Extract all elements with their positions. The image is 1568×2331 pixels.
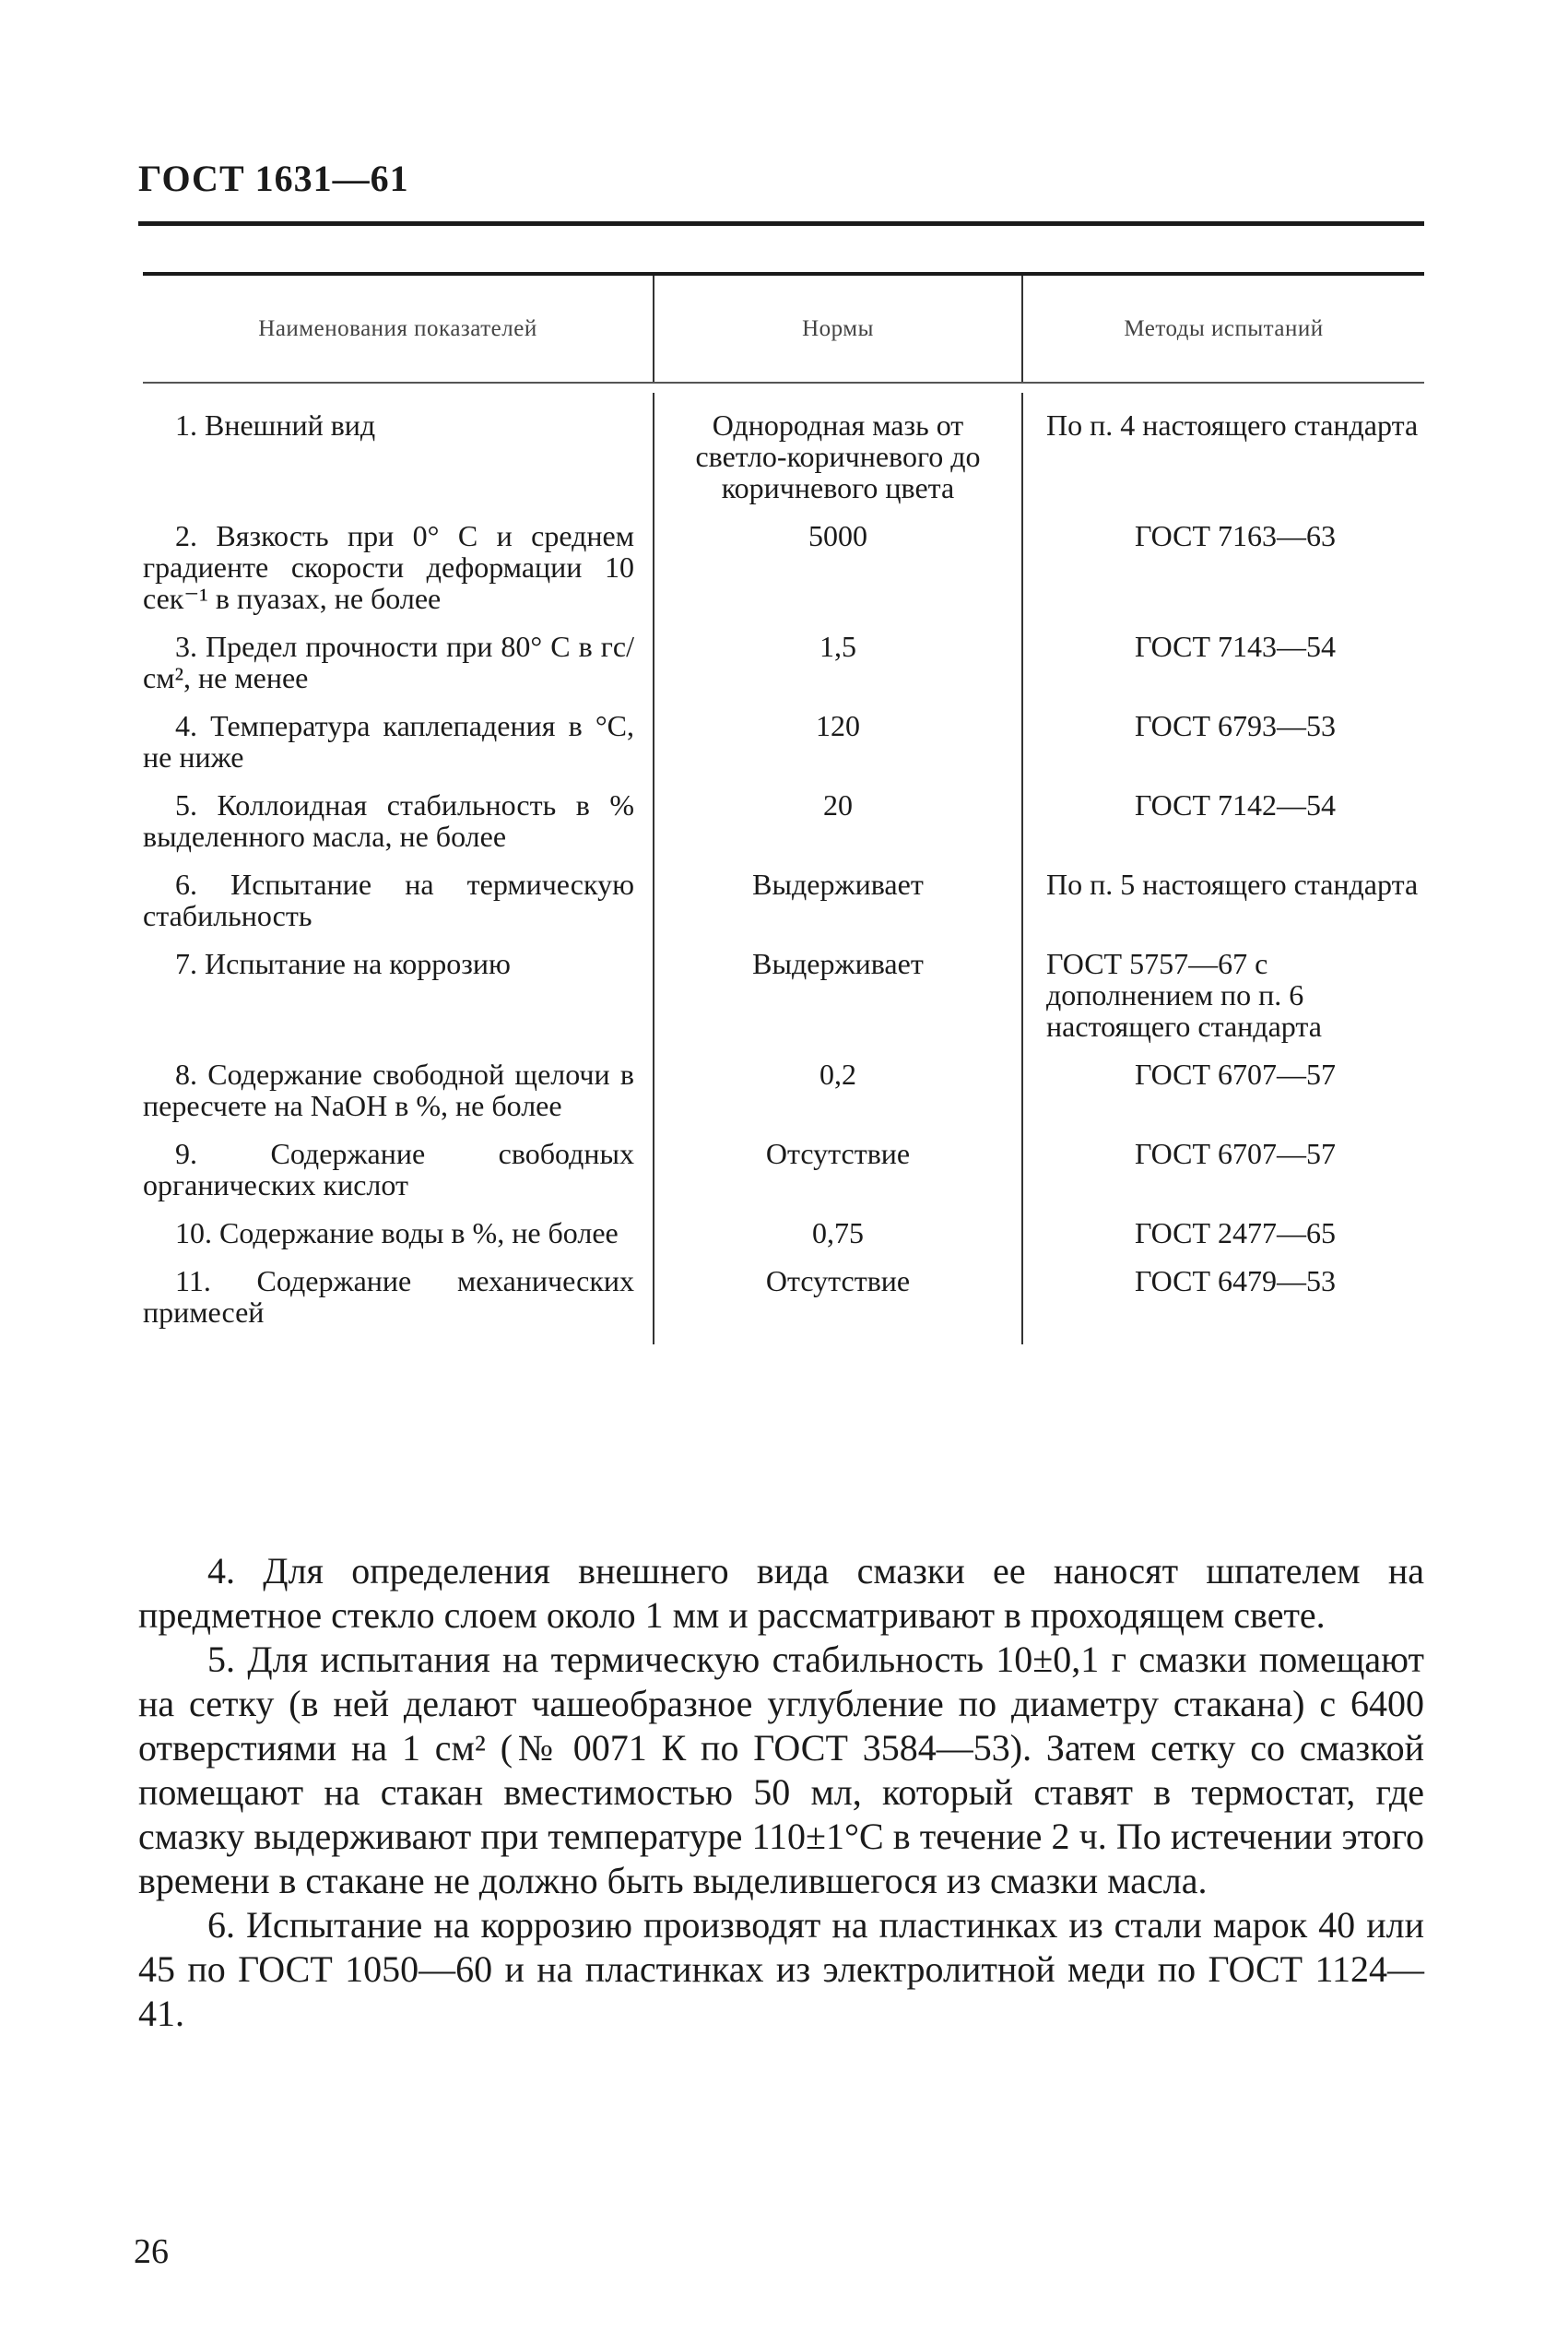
cell-name	[143, 1265, 654, 1344]
table-row	[143, 1138, 1424, 1217]
cell-name	[143, 520, 654, 631]
cell-name	[143, 710, 654, 789]
cell-method: ГОСТ 5757—67 с дополнением по п. 6 настоящего стандарта	[1046, 947, 1322, 1043]
cell-name	[143, 1059, 654, 1138]
cell-norm: Выдерживает	[654, 869, 1023, 948]
cell-norm: 5000	[654, 520, 1023, 631]
table-row	[143, 789, 1424, 869]
cell-name-text: 8. Содержание свободной щелочи в пересчете на NaOH в %, не более	[143, 1058, 634, 1122]
table-row	[143, 631, 1424, 710]
cell-name-text: 7. Испытание на коррозию	[175, 947, 511, 980]
cell-norm: 120	[654, 710, 1023, 789]
table-row	[143, 710, 1424, 789]
cell-method: ГОСТ 2477—65	[1134, 1216, 1337, 1249]
cell-name	[143, 1138, 654, 1217]
table-row	[143, 1217, 1424, 1265]
table-row	[143, 1265, 1424, 1344]
cell-name-text: 5. Коллоидная стабильность в % выделенного масла, не более	[143, 788, 634, 853]
specs-table	[143, 272, 1424, 1344]
paragraph-4: 4. Для определения внешнего вида смазки ее наносят шпателем на предметное стекло слоем около 1 мм и рассматривают в проходящем свете.	[138, 1550, 1424, 1636]
cell-name	[143, 789, 654, 869]
col-header-method: Методы испытаний	[1124, 315, 1324, 341]
cell-method: ГОСТ 7143—54	[1134, 630, 1337, 663]
cell-norm: Выдерживает	[654, 948, 1023, 1059]
cell-method: ГОСТ 6707—57	[1134, 1137, 1337, 1170]
table-row	[143, 393, 1424, 520]
table-row	[143, 869, 1424, 948]
cell-name-text: 4. Температура каплепадения в °С, не ниже	[143, 709, 634, 774]
header-rule	[138, 221, 1424, 226]
cell-norm: Отсутствие	[654, 1265, 1023, 1344]
cell-name	[143, 393, 654, 520]
page-number: 26	[134, 2232, 169, 2271]
table-row	[143, 1059, 1424, 1138]
cell-norm: Однородная мазь от светло-коричневого до коричневого цвета	[654, 393, 1023, 520]
cell-norm: Отсутствие	[654, 1138, 1023, 1217]
cell-name-text: 2. Вязкость при 0° С и среднем градиенте скорости деформации 10 сек⁻¹ в пуазах, не более	[143, 519, 634, 615]
cell-name	[143, 948, 654, 1059]
cell-name-text: 11. Содержание механических примесей	[143, 1264, 634, 1329]
cell-method: ГОСТ 6707—57	[1134, 1058, 1337, 1091]
cell-name-text: 1. Внешний вид	[175, 408, 376, 442]
cell-name	[143, 631, 654, 710]
table-row	[143, 948, 1424, 1059]
body-text	[138, 1549, 1424, 2036]
paragraph-6: 6. Испытание на коррозию производят на пластинках из стали марок 40 или 45 по ГОСТ 1050—60 и на пластинках из электролитной меди по ГОСТ 1124—41.	[138, 1904, 1424, 2034]
cell-name	[143, 869, 654, 948]
table-row	[143, 520, 1424, 631]
cell-name-text: 10. Содержание воды в %, не более	[175, 1216, 619, 1249]
cell-name	[143, 1217, 654, 1265]
cell-method: ГОСТ 6793—53	[1134, 709, 1337, 742]
cell-name-text: 9. Содержание свободных органических кислот	[143, 1137, 634, 1201]
cell-norm: 0,2	[654, 1059, 1023, 1138]
cell-method: ГОСТ 7163—63	[1134, 519, 1337, 552]
table-body	[143, 393, 1424, 1344]
table-header-rule	[143, 382, 1424, 384]
paragraph-5: 5. Для испытания на термическую стабильность 10±0,1 г смазки помещают на сетку (в ней делают чашеобразное углубление по диаметру стакана) с 6400 отверстиями на 1 см² (№ 0071 К по ГОСТ 3584—53). Затем сетку со смазкой помещают на стакан вместимостью 50 мл, который ставят в термостат, где смазку выдерживают при температуре 110±1°С в течение 2 ч. По истечении этого времени в стакане не должно быть выделившегося из смазки масла.	[138, 1639, 1424, 1901]
document-header: ГОСТ 1631—61	[138, 158, 409, 199]
cell-name-text: 6. Испытание на термическую стабильность	[143, 868, 634, 932]
col-header-name: Наименования показателей	[143, 276, 654, 382]
cell-method: ГОСТ 6479—53	[1134, 1264, 1337, 1297]
cell-norm: 20	[654, 789, 1023, 869]
cell-method: По п. 4 настоящего стандарта	[1046, 408, 1419, 442]
cell-method: ГОСТ 7142—54	[1134, 788, 1337, 822]
cell-name-text: 3. Предел прочности при 80° С в гс/см², не менее	[143, 630, 634, 694]
col-header-norm: Нормы	[654, 276, 1023, 382]
cell-norm: 1,5	[654, 631, 1023, 710]
table-header	[143, 276, 1424, 382]
cell-norm: 0,75	[654, 1217, 1023, 1265]
cell-method: По п. 5 настоящего стандарта	[1046, 868, 1419, 901]
